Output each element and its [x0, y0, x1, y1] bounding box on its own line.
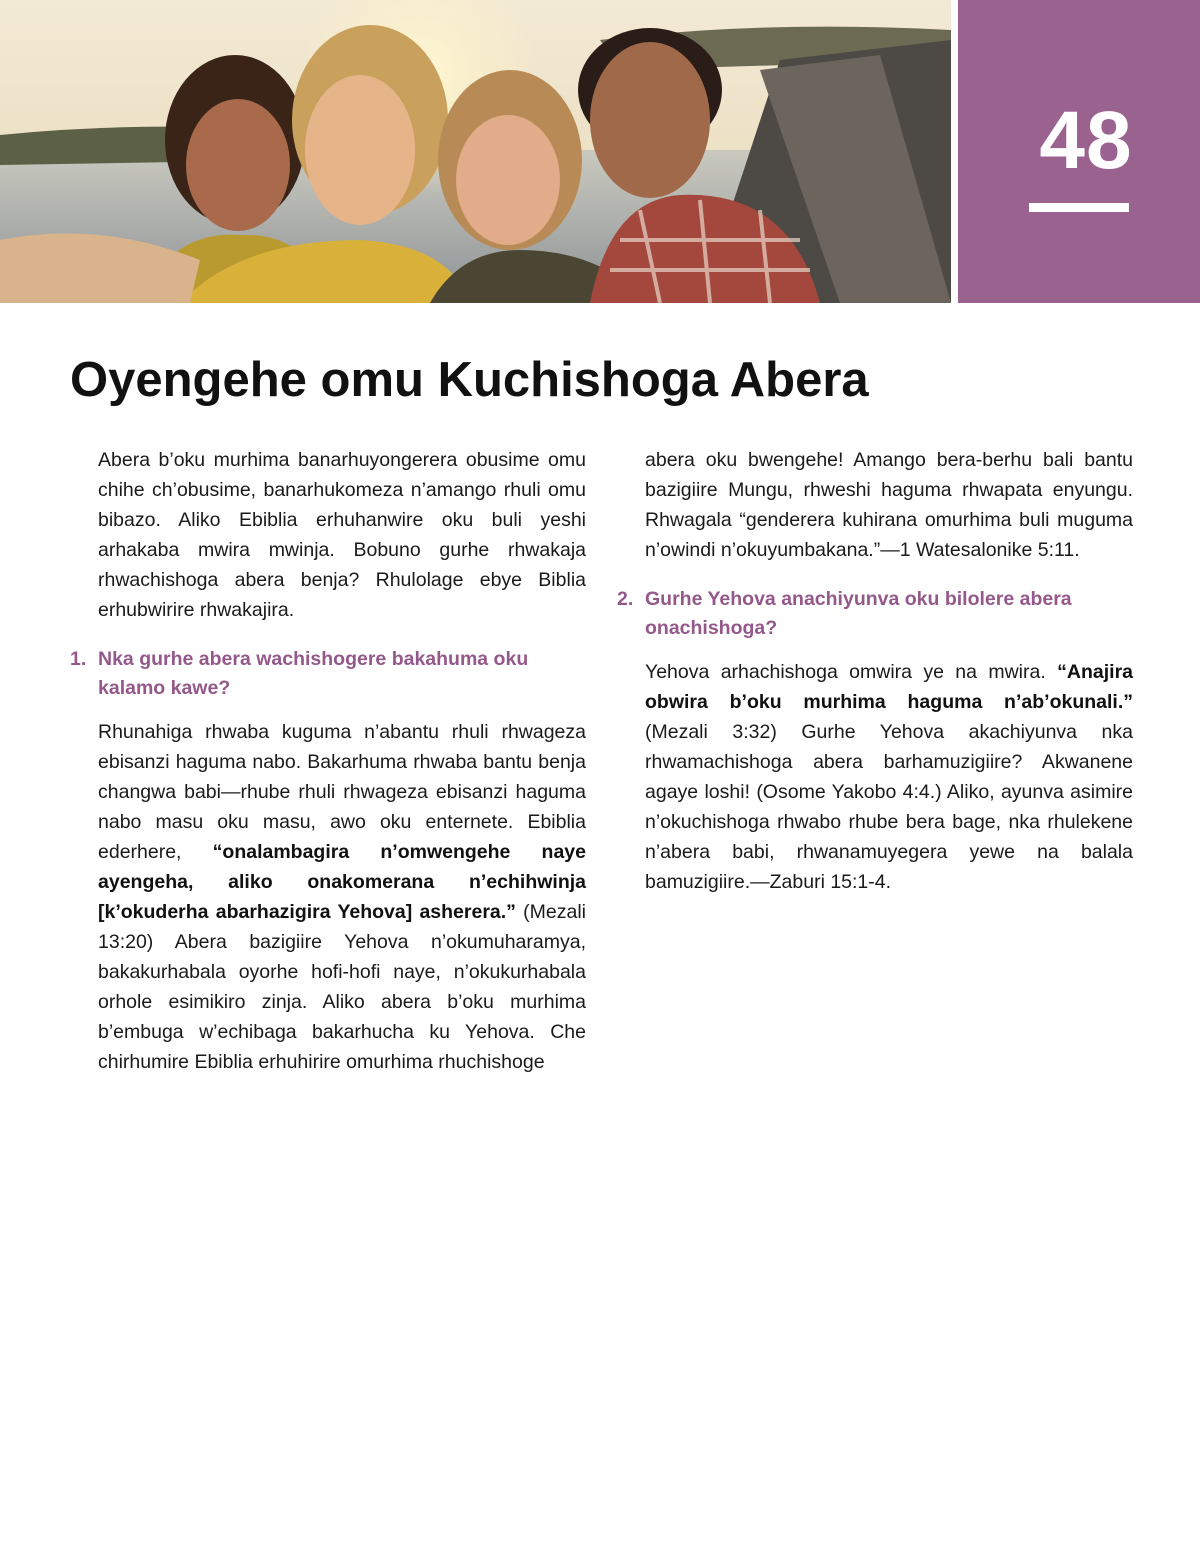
- section-2-question-text: Gurhe Yehova anachiyunva oku bilolere abera onachishoga?: [645, 588, 1072, 639]
- section-2-question: [617, 585, 1133, 643]
- section-1-question: [70, 645, 586, 703]
- intro-paragraph: Abera b’oku murhima banarhuyongerera obusime omu chihe ch’obusime, banarhukomeza n’amango rhuli omu bibazo. Aliko Ebiblia erhuhanwire oku buli yeshi arhakaba mwira mwinja. Bobuno gurhe rhwakaja rhwachishoga abera benja? Rhulolage ebye Biblia erhubwirire rhwakajira.: [98, 449, 586, 621]
- section-1-number: 1.: [70, 648, 87, 670]
- lesson-number-rule: [1029, 203, 1129, 212]
- section-2-paragraph: [645, 657, 1133, 897]
- section-1-question-text: Nka gurhe abera wachishogere bakahuma oku kalamo kawe?: [98, 648, 529, 699]
- section-1-paragraph-continued: abera oku bwengehe! Amango bera-berhu bali bantu bazigiire Mungu, rhweshi haguma rhwapata enyungu. Rhwagala “genderera kuhirana omurhima buli muguma n’owindi n’okuyumbakana.”—1 Watesalonike 5:11.: [645, 449, 1133, 561]
- section-2-text-a: Yehova arhachishoga omwira ye na mwira.: [645, 661, 1058, 683]
- left-column: [70, 445, 586, 1077]
- section-2-number: 2.: [617, 588, 634, 610]
- header-photo: [0, 0, 951, 303]
- lesson-number: 48: [1039, 95, 1133, 186]
- section-1-quote: “onalambagira n’omwengehe naye ayengeha, aliko onakomerana n’echihwinja [k’okuderha abarhazigira Yehova] asherera.”: [98, 841, 586, 923]
- lesson-number-block: [958, 0, 1200, 303]
- section-1-text-b: (Mezali 13:20) Abera bazigiire Yehova n’okumuharamya, bakakurhabala oyorhe hofi-hofi naye, n’okukurhabala orhole esimikiro zinja. Aliko abera b’oku murhima b’embuga w’echibaga bakarhucha ku Yehova. Che chirhumire Ebiblia erhuhirire omurhima rhuchishoge: [98, 901, 586, 1073]
- section-2-text-b: (Mezali 3:32) Gurhe Yehova akachiyunva nka rhwamachishoga abera barhamuzigiire? Akwanene agaye loshi! (Osome Yakobo 4:4.) Aliko, ayunva asimire n’okuchishoga rhwabo rhube bera bage, nka rhulekene n’abera babi, rhwanamuyegera yewe na balala bamuzigiire.—Zaburi 15:1-4.: [645, 721, 1133, 893]
- section-1-text-a: Rhunahiga rhwaba kuguma n’abantu rhuli rhwageza ebisanzi haguma nabo. Bakarhuma rhwaba bantu benja changwa babi—rhube rhuli rhwageza ebisanzi haguma nabo masu oku masu, awo oku enternete. Ebiblia ederhere,: [98, 721, 586, 863]
- section-2-quote: “Anajira obwira b’oku murhima haguma n’ab’okunali.”: [645, 661, 1133, 713]
- right-column: [617, 445, 1133, 897]
- page-title: Oyengehe omu Kuchishoga Abera: [70, 353, 869, 407]
- section-1-paragraph: [98, 717, 586, 1077]
